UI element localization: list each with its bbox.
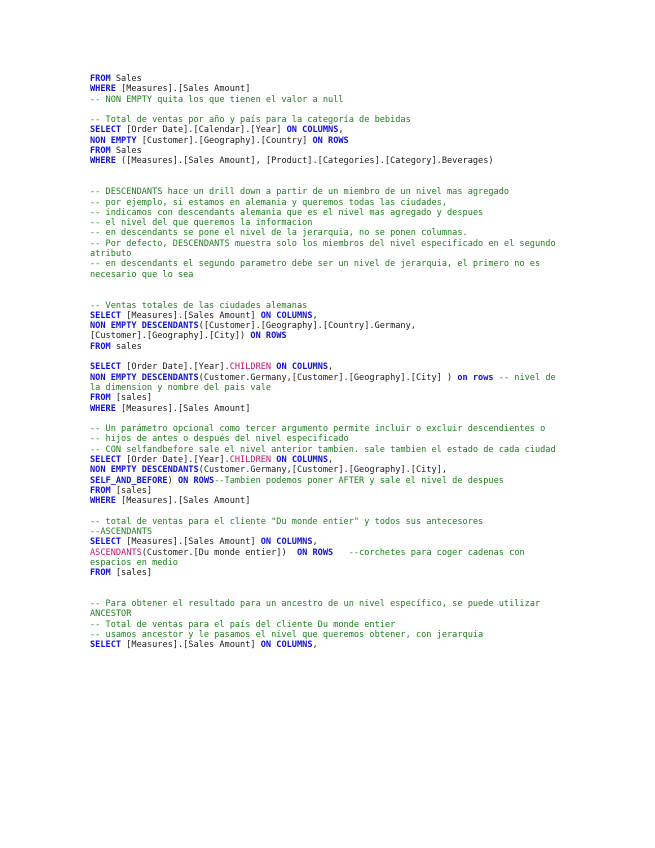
blank-line [90, 589, 570, 599]
code-text-token: [Order Date].[Calendar].[Year] [121, 125, 287, 136]
code-text-token: , [312, 640, 318, 651]
code-line [90, 208, 570, 218]
blank-line [90, 579, 570, 589]
function-token: CHILDREN [229, 454, 272, 465]
keyword-token: ON COLUMNS [276, 362, 329, 373]
keyword-token: NON EMPTY [90, 135, 137, 146]
keyword-token: ON ROWS [312, 135, 349, 146]
code-line [90, 228, 570, 238]
code-line [90, 362, 570, 372]
code-line [90, 311, 570, 321]
keyword-token: ON COLUMNS [260, 537, 313, 548]
code-line [90, 331, 570, 341]
code-text-token: Sales [110, 146, 142, 157]
code-line [90, 84, 570, 94]
keyword-token: WHERE [90, 156, 116, 167]
blank-line [90, 280, 570, 290]
blank-line [90, 167, 570, 177]
code-line [90, 156, 570, 166]
code-line [90, 342, 570, 352]
code-line [90, 218, 570, 228]
blank-line [90, 290, 570, 300]
code-text-token: [Order Date].[Year]. [121, 454, 230, 465]
keyword-token: ON COLUMNS [260, 310, 313, 321]
code-text-token: , [328, 454, 334, 465]
keyword-token: ON COLUMNS [286, 125, 339, 136]
keyword-token: on rows [457, 372, 494, 383]
code-line [90, 115, 570, 125]
keyword-token: SELECT [90, 640, 122, 651]
code-text-token: , [328, 362, 334, 373]
blank-line [90, 177, 570, 187]
code-line [90, 321, 570, 331]
blank-line [90, 352, 570, 362]
code-line [90, 393, 570, 403]
code-line [90, 517, 570, 527]
code-line [90, 424, 570, 434]
code-text-token: [Measures].[Sales Amount] [115, 84, 251, 95]
code-text-token: [Measures].[Sales Amount] [115, 403, 251, 414]
code-text-token: (Customer.[Du monde entier]) [141, 547, 297, 558]
code-line [90, 187, 570, 197]
comment-token: -- en descendants se pone el nivel de la jerarquia, no se ponen columnas. [90, 228, 468, 239]
comment-token: -- Total de ventas para el país del cliente Du monde entier [90, 619, 396, 630]
comment-token: --corchetes para coger cadenas con espacios en medio [90, 547, 530, 568]
code-line [90, 568, 570, 578]
keyword-token: ON ROWS [250, 331, 287, 342]
keyword-token: SELECT [90, 454, 122, 465]
keyword-token: SELECT [90, 125, 122, 136]
comment-token: -- usamos ancestor y le pasamos el nivel que queremos obtener, con jerarquia [90, 630, 484, 641]
comment-token: -- el nivel del que queremos la informacion [90, 218, 313, 229]
comment-token: -- DESCENDANTS hace un drill down a partir de un miembro de un nivel mas agregado [90, 187, 510, 198]
code-line [90, 259, 570, 280]
comment-token: -- Para obtener el resultado para un ancestro de un nivel específico, se puede utilizar ANCESTOR [90, 599, 546, 620]
code-line [90, 640, 570, 650]
code-line [90, 455, 570, 465]
code-line [90, 476, 570, 486]
keyword-token: FROM [90, 74, 111, 84]
keyword-token: SELECT [90, 362, 122, 373]
keyword-token: SELF_AND_BEFORE [90, 475, 168, 486]
mdx-code-document [90, 74, 570, 651]
code-text-token: (Customer.Germany,[Customer].[Geography].[City], [198, 465, 448, 476]
comment-token: -- Por defecto, DESCENDANTS muestra solo los miembros del nivel especificado en el segundo atributo [90, 238, 561, 260]
code-line [90, 496, 570, 506]
code-line [90, 630, 570, 640]
code-text-token: ([Customer].[Geography].[Country].Germany, [198, 321, 416, 332]
code-text-token: [Measures].[Sales Amount] [121, 310, 261, 321]
comment-token: -- Un parámetro opcional como tercer argumento permite incluir o excluir descendientes o [90, 424, 546, 435]
code-text-token: sales [110, 341, 142, 352]
blank-line [90, 506, 570, 516]
keyword-token: WHERE [90, 496, 116, 507]
comment-token: -- NON EMPTY quita los que tienen el valor a null [90, 94, 344, 105]
code-text-token: [Measures].[Sales Amount] [115, 496, 251, 507]
code-text-token: (Customer.Germany,[Customer].[Geography].[City] ) [198, 372, 458, 383]
code-line [90, 434, 570, 444]
code-line [90, 198, 570, 208]
comment-token: -- Total de ventas por año y país para la categoría de bebidas [90, 115, 411, 126]
keyword-token: NON EMPTY DESCENDANTS [90, 372, 199, 383]
code-line [90, 301, 570, 311]
keyword-token: FROM [90, 568, 111, 579]
keyword-token: NON EMPTY DESCENDANTS [90, 465, 199, 476]
code-line [90, 620, 570, 630]
code-text-token: Sales [110, 74, 142, 84]
code-text-token: [sales] [110, 485, 153, 496]
comment-token: -- nivel de la dimension y nombre del pais vale [90, 372, 561, 393]
code-line [90, 239, 570, 260]
code-text-token: [Measures].[Sales Amount] [121, 537, 261, 548]
code-text-token: [Order Date].[Year]. [121, 362, 230, 373]
function-token: ASCENDANTS [90, 547, 142, 558]
code-text-token: , [338, 125, 344, 136]
keyword-token: FROM [90, 393, 111, 404]
code-line [90, 146, 570, 156]
code-line [90, 95, 570, 105]
code-line [90, 537, 570, 547]
comment-token: -- total de ventas para el cliente "Du monde entier" y todos sus antecesores [90, 516, 484, 527]
keyword-token: WHERE [90, 403, 116, 414]
code-line [90, 527, 570, 537]
keyword-token: FROM [90, 485, 111, 496]
code-text-token: [Customer].[Geography].[Country] [136, 135, 313, 146]
code-text-token: , [312, 537, 318, 548]
blank-line [90, 105, 570, 115]
keyword-token: NON EMPTY DESCENDANTS [90, 321, 199, 332]
code-line [90, 548, 570, 569]
comment-token: --Tambien podemos poner AFTER y sale el nivel de despues [214, 475, 504, 486]
code-line [90, 486, 570, 496]
keyword-token: ON ROWS [177, 475, 215, 486]
keyword-token: WHERE [90, 84, 116, 95]
blank-line [90, 414, 570, 424]
code-text-token: [sales] [110, 393, 153, 404]
code-line [90, 373, 570, 394]
code-line [90, 74, 570, 84]
code-text-token: [Measures].[Sales Amount] [121, 640, 261, 651]
comment-token: -- CON selfandbefore sale el nivel anterior tambien. sale tambien el estado de cada ciudad [90, 444, 556, 455]
comment-token: -- indicamos con descendants alemania que es el nivel mas agregado y despues [90, 207, 484, 218]
code-line [90, 465, 570, 475]
comment-token: -- Ventas totales de las ciudades alemanas [90, 300, 308, 311]
keyword-token: ON COLUMNS [260, 640, 313, 651]
code-text-token: ) [167, 475, 178, 486]
keyword-token: SELECT [90, 310, 122, 321]
keyword-token: FROM [90, 146, 111, 157]
code-text-token: ([Measures].[Sales Amount], [Product].[Categories].[Category].Beverages) [115, 156, 494, 167]
keyword-token: FROM [90, 341, 111, 352]
comment-token: -- en descendants el segundo parametro debe ser un nivel de jerarquia, el primero no es necesario que lo sea [90, 259, 546, 280]
keyword-token: ON COLUMNS [276, 454, 329, 465]
comment-token: --ASCENDANTS [90, 527, 153, 538]
code-line [90, 125, 570, 135]
comment-token: -- hijos de antes o después del nivel especificado [90, 434, 349, 445]
keyword-token: SELECT [90, 537, 122, 548]
code-line [90, 404, 570, 414]
function-token: CHILDREN [229, 362, 272, 373]
code-text-token: , [312, 310, 318, 321]
code-line [90, 599, 570, 620]
code-text-token: [sales] [110, 568, 153, 579]
keyword-token: ON ROWS [296, 547, 334, 558]
comment-token: -- por ejemplo, si estamos en alemania y queremos todas las ciudades, [90, 197, 447, 208]
code-line [90, 136, 570, 146]
code-text-token: [Customer].[Geography].[City]) [90, 331, 251, 342]
code-line [90, 445, 570, 455]
